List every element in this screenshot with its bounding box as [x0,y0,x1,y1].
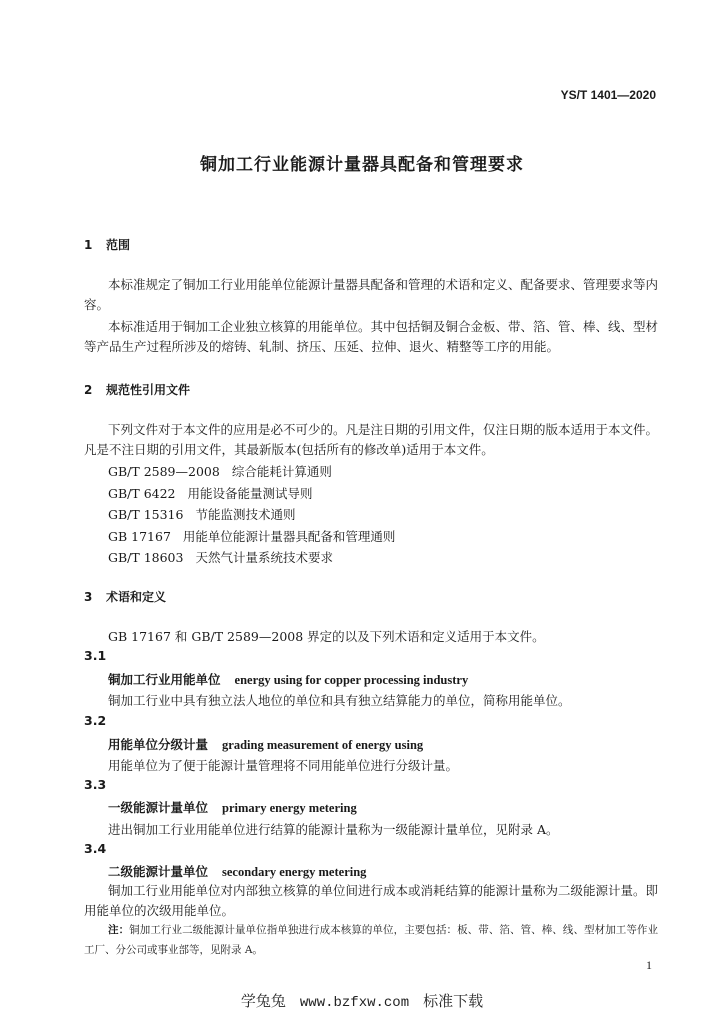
section-2-heading [84,381,190,398]
term-chinese: 铜加工行业用能单位 [108,672,221,687]
term-definition: 铜加工行业中具有独立法人地位的单位和具有独立结算能力的单位，简称用能单位。 [108,693,571,708]
reference-name: 节能监测技术通则 [195,507,296,522]
section-3-heading [84,588,166,605]
section-1-paragraph-2: 本标准适用于铜加工企业独立核算的用能单位。其中包括铜及铜合金板、带、箔、管、棒、线、型材等产品生产过程所涉及的熔铸、轧制、挤压、压延、拉伸、退火、精整等工序的用能。 [84,319,659,354]
term-heading [108,735,423,753]
term-definition: 铜加工行业用能单位对内部独立核算的单位间进行成本或消耗结算的能源计量称为二级能源计量。即用能单位的次级用能单位。 [84,883,659,918]
term-english: secondary energy metering [222,865,367,879]
term-heading [108,798,357,816]
note [84,920,658,960]
reference-item [108,548,333,566]
term-number: 3.1 [84,648,107,663]
reference-item [108,484,313,502]
section-title: 术语和定义 [106,590,167,604]
reference-code: GB/T 6422 [108,486,176,501]
reference-name: 用能设备能量测试导则 [187,486,313,501]
term-chinese: 用能单位分级计量 [108,737,209,752]
term-chinese: 一级能源计量单位 [108,800,209,815]
reference-code: GB/T 18603 [108,550,184,565]
term-heading [108,670,468,688]
term-english: energy using for copper processing industry [234,673,469,687]
term-definition: 进出铜加工行业用能单位进行结算的能源计量称为一级能源计量单位，见附录 A。 [108,822,559,837]
page-title: 铜加工行业能源计量器具配备和管理要求 [200,155,524,175]
reference-code: GB/T 2589—2008 [108,464,220,479]
section-2-paragraph-1: 下列文件对于本文件的应用是必不可少的。凡是注日期的引用文件，仅注日期的版本适用于本文件。凡是不注日期的引用文件，其最新版本(包括所有的修改单)适用于本文件。 [84,422,659,457]
term-number: 3.4 [84,841,107,856]
watermark-left: 学兔兔 [240,992,286,1010]
reference-name: 用能单位能源计量器具配备和管理通则 [182,529,396,544]
note-text: 铜加工行业二级能源计量单位指单独进行成本核算的单位，主要包括：板、带、箔、管、棒、线、型材加工等作业工厂、分公司或事业部等，见附录 A。 [84,924,659,956]
term-definition: 用能单位为了便于能源计量管理将不同用能单位进行分级计量。 [108,758,459,773]
section-1-paragraph-1: 本标准规定了铜加工行业用能单位能源计量器具配备和管理的术语和定义、配备要求、管理要求等内容。 [84,277,659,312]
reference-name: 天然气计量系统技术要求 [195,550,333,565]
reference-item [108,527,395,545]
term-english: grading measurement of energy using [222,738,424,752]
reference-code: GB 17167 [108,529,171,544]
section-number: 1 [84,238,93,252]
page-number: 1 [646,958,652,972]
term-chinese: 二级能源计量单位 [108,864,209,879]
section-1-heading [84,236,130,253]
section-3-intro: GB 17167 和 GB/T 2589—2008 界定的以及下列术语和定义适用于本文件。 [108,629,545,644]
note-label: 注： [108,924,130,936]
standard-code: YS/T 1401—2020 [560,88,656,102]
watermark-site: www.bzfxw.com [299,995,410,1011]
reference-item [108,462,332,480]
section-number: 3 [84,590,93,604]
term-number: 3.3 [84,777,107,792]
section-title: 规范性引用文件 [106,383,191,397]
term-english: primary energy metering [222,801,357,815]
term-number: 3.2 [84,713,107,728]
reference-item [108,505,295,523]
term-heading [108,862,366,880]
reference-code: GB/T 15316 [108,507,184,522]
watermark-right: 标准下载 [423,992,484,1010]
section-number: 2 [84,383,93,397]
section-title: 范围 [106,238,131,252]
watermark [0,990,724,1011]
reference-name: 综合能耗计算通则 [231,464,332,479]
